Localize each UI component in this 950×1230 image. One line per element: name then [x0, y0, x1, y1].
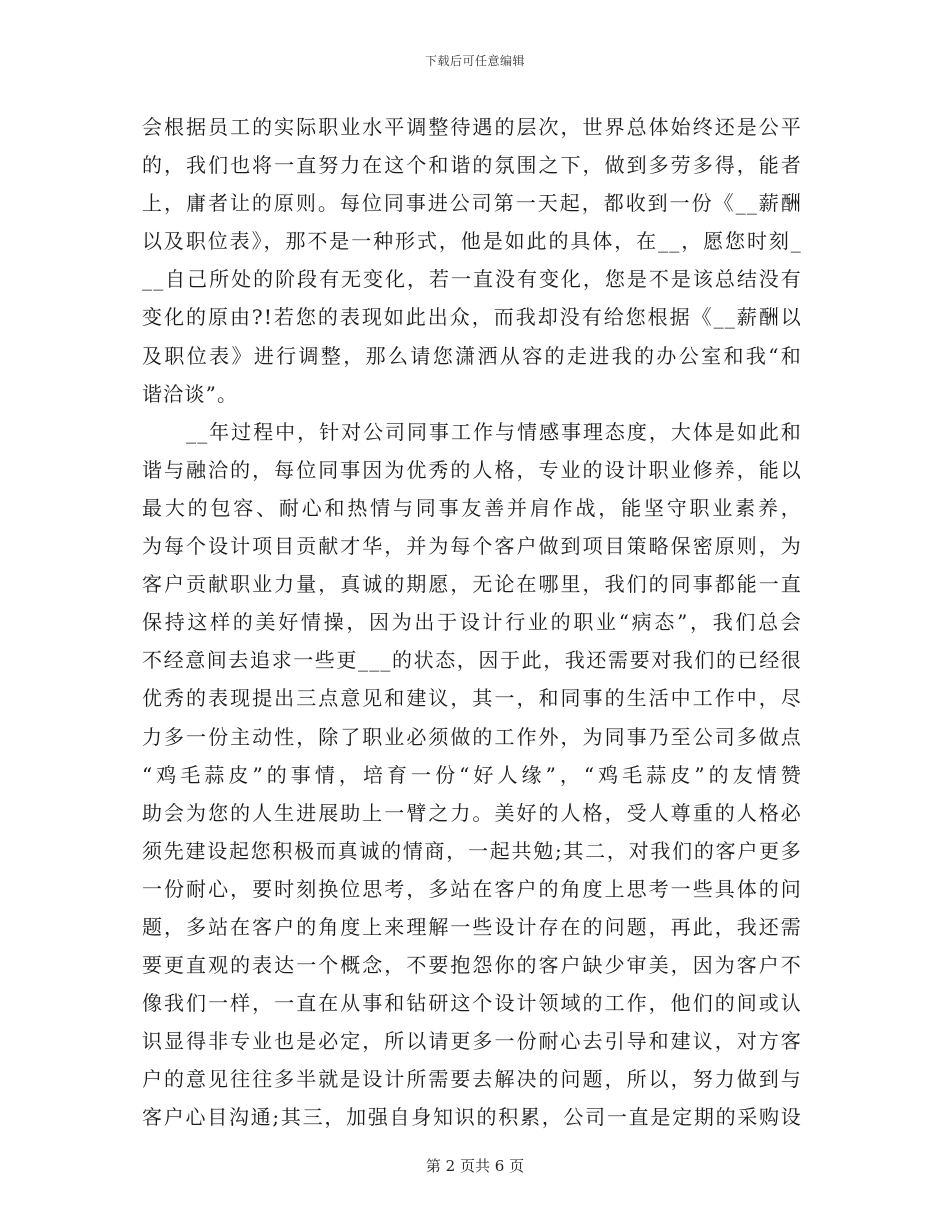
- body-line: 的，我们也将一直努力在这个和谐的氛围之下，做到多劳多得，能者: [142, 153, 802, 178]
- body-line: 题，多站在客户的角度上来理解一些设计存在的问题，再此，我还需: [142, 914, 802, 939]
- body-line: 须先建设起您积极而真诚的情商，一起共勉;其二，对我们的客户更多: [142, 838, 802, 863]
- document-body: [142, 108, 802, 1137]
- body-line: 客户贡献职业力量，真诚的期愿，无论在哪里，我们的同事都能一直: [142, 572, 802, 597]
- body-line: 力多一份主动性，除了职业必须做的工作外，为同事乃至公司多做点: [142, 724, 802, 749]
- body-line: 识显得非专业也是必定，所以请更多一份耐心去引导和建议，对方客: [142, 1029, 802, 1054]
- body-line: 保持这样的美好情操，因为出于设计行业的职业“病态”，我们总会: [142, 610, 802, 635]
- body-line: 优秀的表现提出三点意见和建议，其一，和同事的生活中工作中，尽: [142, 686, 802, 711]
- body-line: 助会为您的人生进展助上一臂之力。美好的人格，受人尊重的人格必: [142, 800, 802, 825]
- paragraph-first-line: __年过程中，针对公司同事工作与情感事理态度，大体是如此和: [186, 419, 802, 444]
- body-line: 最大的包容、耐心和热情与同事友善并肩作战，能坚守职业素养，: [142, 495, 802, 520]
- body-line: 要更直观的表达一个概念，不要抱怨你的客户缺少审美，因为客户不: [142, 953, 802, 978]
- body-line: 及职位表》进行调整，那么请您潇洒从容的走进我的办公室和我“和: [142, 343, 802, 368]
- body-line: 会根据员工的实际职业水平调整待遇的层次，世界总体始终还是公平: [142, 115, 802, 139]
- body-line: 户的意见往往多半就是设计所需要去解决的问题，所以，努力做到与: [142, 1067, 802, 1092]
- body-line: 一份耐心，要时刻换位思考，多站在客户的角度上思考一些具体的问: [142, 876, 802, 901]
- body-line: __自己所处的阶段有无变化，若一直没有变化，您是不是该总结没有: [142, 267, 802, 292]
- body-line: 变化的原由?!若您的表现如此出众，而我却没有给您根据《__薪酬以: [142, 305, 802, 330]
- body-line: 不经意间去追求一些更___的状态，因于此，我还需要对我们的已经很: [142, 648, 802, 673]
- body-line: 为每个设计项目贡献才华，并为每个客户做到项目策略保密原则，为: [142, 534, 802, 559]
- body-line: “鸡毛蒜皮”的事情，培育一份“好人缘”，“鸡毛蒜皮”的友情赞: [142, 762, 802, 787]
- body-line: 谐洽谈”。: [142, 381, 239, 406]
- page-footer: 第 2 页共 6 页: [425, 1157, 525, 1175]
- body-line: 像我们一样，一直在从事和钻研这个设计领域的工作，他们的间或认: [142, 991, 802, 1016]
- body-line: 谐与融洽的，每位同事因为优秀的人格，专业的设计职业修养，能以: [142, 457, 802, 482]
- body-line: 客户心目沟通;其三，加强自身知识的积累，公司一直是定期的采购设: [142, 1105, 802, 1130]
- body-line: 以及职位表》，那不是一种形式，他是如此的具体，在__，愿您时刻_: [142, 229, 802, 254]
- page-header: 下载后可任意编辑: [424, 54, 525, 68]
- body-line: 上，庸者让的原则。每位同事进公司第一天起，都收到一份《__薪酬: [142, 191, 802, 216]
